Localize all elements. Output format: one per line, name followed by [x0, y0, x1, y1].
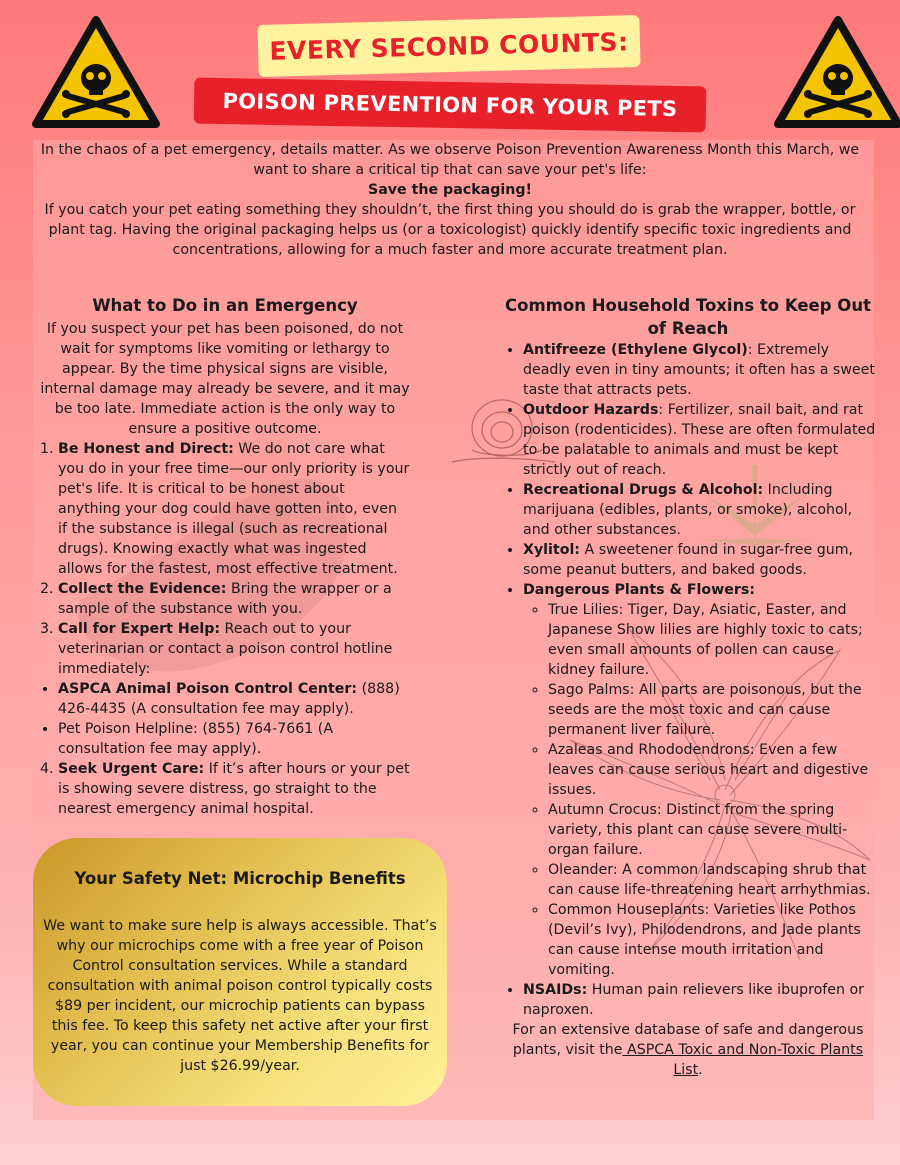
hotline-item	[58, 679, 410, 719]
hotline-item	[58, 719, 410, 759]
toxin-item	[523, 980, 876, 1020]
safety-body: We want to make sure help is always accessible. That’s why our microchips come with a free year of Poison Control consultation services. While a standard consultation with animal poison control typically costs $89 per incident, our microchip patients can bypass this fee. To keep this safety net active after your first year, you can continue your Membership Benefits for just $26.99/year.	[43, 918, 437, 1074]
step-text: We do not care what you do in your free time—our only priority is your pet's life. It is critical to be honest about anything your dog could have gotten into, even if the substance is illegal (such as recreational drugs). Knowing exactly what was ingested allows for the fastest, most effective treatment.	[58, 441, 410, 577]
plant-item: ◦ Common Houseplants: Varieties like Pothos (Devil’s Ivy), Philodendrons, and Jade plants can cause intense mouth irritation and vomiting.	[548, 900, 876, 980]
step-item	[58, 759, 410, 819]
hotline-list	[40, 679, 410, 759]
headline-primary: EVERY SECOND COUNTS:	[257, 15, 640, 77]
emergency-steps	[40, 439, 410, 679]
step-item	[58, 619, 410, 679]
step-label: Call for Expert Help:	[58, 621, 221, 637]
headline-secondary: POISON PREVENTION FOR YOUR PETS	[194, 78, 707, 133]
hotline-label: ASPCA Animal Poison Control Center:	[58, 681, 358, 697]
toxin-item-plants	[523, 580, 876, 980]
toxins-footer	[500, 1020, 876, 1080]
hotline-text: (888) 426-4435 (A consultation fee may apply).	[58, 681, 400, 717]
step-text: Bring the wrapper or a sample of the substance with you.	[58, 581, 392, 617]
footer-end: .	[698, 1062, 703, 1078]
step-label: Be Honest and Direct:	[58, 441, 234, 457]
step-label: Collect the Evidence:	[58, 581, 227, 597]
toxin-label: Recreational Drugs & Alcohol:	[523, 482, 764, 498]
toxin-text: Human pain relievers like ibuprofen or naproxen.	[523, 982, 865, 1018]
step-label: Seek Urgent Care:	[58, 761, 205, 777]
plants-list	[523, 600, 876, 980]
step-text: Reach out to your veterinarian or contact a poison control hotline immediately:	[58, 621, 393, 677]
toxin-item	[523, 400, 876, 480]
toxin-item	[523, 540, 876, 580]
toxin-label: Xylitol:	[523, 542, 580, 558]
toxin-label: NSAIDs:	[523, 982, 588, 998]
toxin-text: : Extremely deadly even in tiny amounts; it often has a sweet taste that attracts pets.	[523, 342, 875, 398]
safety-title: Your Safety Net: Microchip Benefits	[74, 869, 406, 888]
safety-net-box	[33, 838, 447, 1106]
aspca-plants-link[interactable]: ASPCA Toxic and Non-Toxic Plants List	[622, 1042, 864, 1078]
toxin-label: Antifreeze (Ethylene Glycol)	[523, 342, 748, 358]
step-item	[58, 439, 410, 579]
toxin-item	[523, 340, 876, 400]
toxins-section	[500, 294, 876, 1080]
toxins-title: Common Household Toxins to Keep Out of Reach	[505, 296, 871, 338]
hotline-text: Pet Poison Helpline: (855) 764-7661 (A consultation fee may apply).	[58, 721, 334, 757]
plant-item: ◦ Azaleas and Rhododendrons: Even a few leaves can cause serious heart and digestive issues.	[548, 740, 876, 800]
toxin-label: Outdoor Hazards	[523, 402, 659, 418]
step-item	[58, 579, 410, 619]
emergency-steps-cont	[40, 759, 410, 819]
footer-text: For an extensive database of safe and dangerous plants, visit the	[512, 1022, 864, 1058]
toxin-item	[523, 480, 876, 540]
plant-item: ◦ Autumn Crocus: Distinct from the spring variety, this plant can cause severe multi-organ failure.	[548, 800, 876, 860]
intro-section	[40, 140, 860, 260]
plant-item: ◦ Sago Palms: All parts are poisonous, but the seeds are the most toxic and can cause permanent liver failure.	[548, 680, 876, 740]
toxin-text: : Fertilizer, snail bait, and rat poison (rodenticides). These are often formulated to be palatable to animals and must be kept strictly out of reach.	[523, 402, 876, 478]
plant-item: ◦ True Lilies: Tiger, Day, Asiatic, Easter, and Japanese Show lilies are highly toxic to cats; even small amounts of pollen can cause kidney failure.	[548, 600, 876, 680]
emergency-intro: If you suspect your pet has been poisoned, do not wait for symptoms like vomiting or lethargy to appear. By the time physical signs are visible, internal damage may already be severe, and it may be too late. Immediate action is the only way to ensure a positive outcome.	[40, 321, 410, 437]
step-text: If it’s after hours or your pet is showing severe distress, go straight to the nearest emergency animal hospital.	[58, 761, 410, 817]
emergency-title: What to Do in an Emergency	[92, 296, 358, 315]
intro-tip: Save the packaging!	[368, 182, 532, 198]
poison-warning-icon	[774, 16, 900, 130]
toxin-text: Including marijuana (edibles, plants, or smoke), alcohol, and other substances.	[523, 482, 853, 538]
plant-item: ◦ Oleander: A common landscaping shrub that can cause life-threatening heart arrhythmias.	[548, 860, 876, 900]
toxins-list	[500, 340, 876, 1020]
intro-text-2: If you catch your pet eating something they shouldn’t, the first thing you should do is grab the wrapper, bottle, or plant tag. Having the original packaging helps us (or a toxicologist) quickly identify specific toxic ingredients and concentrations, allowing for a much faster and more accurate treatment plan.	[44, 202, 856, 258]
toxin-text: A sweetener found in sugar-free gum, some peanut butters, and baked goods.	[523, 542, 854, 578]
intro-text: In the chaos of a pet emergency, details matter. As we observe Poison Prevention Awareness Month this March, we want to share a critical tip that can save your pet's life:	[40, 142, 860, 178]
poison-warning-icon	[32, 16, 160, 130]
emergency-section	[40, 294, 410, 819]
plants-label: Dangerous Plants & Flowers:	[523, 582, 756, 598]
